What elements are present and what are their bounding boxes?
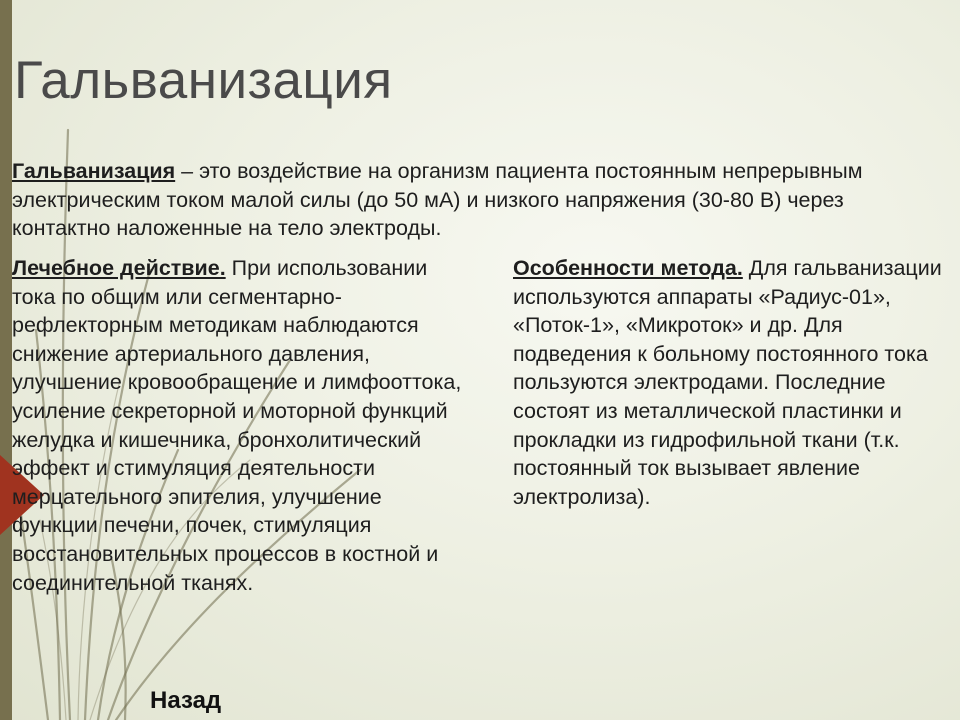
back-link[interactable]: Назад (150, 687, 222, 714)
therapeutic-effect-column (12, 254, 462, 597)
intro-text: – это воздействие на организм пациента постоянным непрерывным электрическим током малой силы (до 50 мА) и низкого напряжения (30-80 В) через контактно наложенные на тело электроды. (12, 159, 863, 241)
intro-paragraph (12, 157, 942, 243)
therapeutic-effect-heading: Лечебное действие. (12, 256, 226, 280)
method-features-text: Для гальванизации используются аппараты «Радиус-01», «Поток-1», «Микроток» и др. Для подведения к больному постоянного тока пользуются электродами. Последние состоят из металлической пластинки и прокладки из гидрофильной ткани (т.к. постоянный ток вызывает явление электролиза). (513, 256, 942, 509)
slide-title: Гальванизация (14, 51, 393, 110)
intro-term: Гальванизация (12, 159, 176, 183)
therapeutic-effect-text: При использовании тока по общим или сегментарно-рефлекторным методикам наблюдаются снижение артериального давления, улучшение кровообращение и лимфооттока, усиление секреторной и моторной функций желудка и кишечника, бронхолитический эффект и стимуляция деятельности мерцательного эпителия, улучшение функции печени, почек, стимуляция восстановительных процессов в костной и соединительной тканях. (12, 256, 462, 595)
method-features-column (513, 254, 953, 511)
method-features-heading: Особенности метода. (513, 256, 743, 280)
